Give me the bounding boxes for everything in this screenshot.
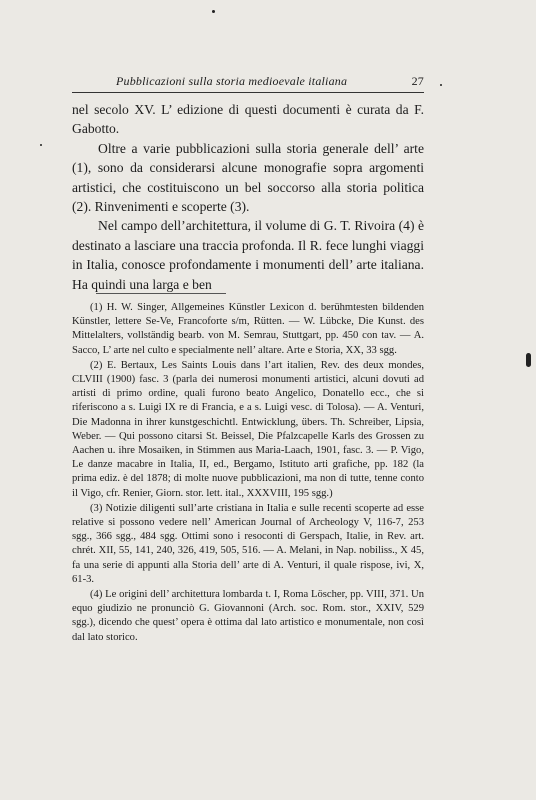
ink-speck [40,144,42,146]
ink-speck [440,84,442,86]
footnote-4: (4) Le origini dell’ architettura lombarda t. I, Roma Löscher, pp. VIII, 371. Un equo giudizio ne pronunciò G. Giovannoni (Arch. soc. Rom. stor., XXIV, 529 sgg.), dicendo che quest’ opera è ottima dal lato artistico e monumentale, non così dal lato storico. [72,589,424,643]
ink-speck [212,10,215,13]
body-text [72,100,424,294]
header-rule [72,92,424,93]
body-paragraph-1: nel secolo XV. L’ edizione di questi documenti è curata da F. Gabotto. [72,102,424,137]
running-title: Pubblicazioni sulla storia medioevale italiana [116,74,348,88]
footnote-rule [96,293,226,294]
footnote-2: (2) E. Bertaux, Les Saints Louis dans l’art italien, Rev. des deux mondes, CLVIII (1900) fasc. 3 (parla dei numerosi monumenti artistici, alcuni dovuti ad artisti di primo ordine, quali furono beato Angelico, Donatello ecc., che si riferiscono a s. Luigi IX re di Francia, e a s. Luigi vesc. di Tolosa). — A. Venturi, Die Madonna in ihrer kunstgeschichtl. Entwicklung, übers. Th. Schreiber, Lipsia, Weber. — Qui possono citarsi St. Beissel, Die Pfalzcapelle Karls des Grossen zu Aachen u. ihre Mosaiken, in Stimmen aus Maria-Laach, 1901, fasc. 3. — P. Vigo, Le danze macabre in Italia, II, ed., Bergamo, Istituto arti grafiche, pp. 182 (la prima ediz. è del 1878; di molte nuove pubblicazioni, ma non di tutte, tenne conto il Vigo, cfr. Renier, Giorn. stor. lett. ital., XXXVIII, 195 sgg.) [72,359,424,499]
footnote-1: (1) H. W. Singer, Allgemeines Künstler Lexicon d. berühmtesten bildenden Künstler, lettere Se-Ve, Francoforte s/m, Rütten. — W. Lübcke, Die Kunst. des Mittelalters, vollständig bearb. von M. Semrau, Stuttgart, pp. 450 con tav. — A. Sacco, L’ arte nel culto e specialmente nell’ altare. Arte e Storia, XX, 33 sgg. [72,302,424,356]
body-paragraph-3: Nel campo dell’architettura, il volume di G. T. Rivoira (4) è destinato a lasciare una traccia profonda. Il R. fece lunghi viaggi in Italia, conosce profondamente i monumenti dell’ arte italiana. Ha quindi una larga e ben [72,218,424,292]
footnotes [72,301,424,645]
footnote-3: (3) Notizie diligenti sull’arte cristiana in Italia e sulle recenti scoperte ad esse relative si possono vedere nell’ American Journal of Archeology V, 116-7, 253 sgg., 366 sgg., 484 sgg. Ottimi sono i resoconti di Gerspach, Italie, in Rev. art. chrét. XII, 55, 141, 240, 326, 419, 505, 516. — A. Melani, in Nap. nobiliss., X 45, fa una serie di appunti alla Storia dell’ arte di A. Venturi, il quale rispose, ivi, X, 61-3. [72,502,424,585]
ink-speck [526,353,531,367]
page-number: 27 [411,74,424,88]
body-paragraph-2: Oltre a varie pubblicazioni sulla storia generale dell’ arte (1), sono da considerarsi alcune monografie sopra argomenti artistici, che costituiscono un bel soccorso alla storia politica (2). Rinvenimenti e scoperte (3). [72,140,424,215]
